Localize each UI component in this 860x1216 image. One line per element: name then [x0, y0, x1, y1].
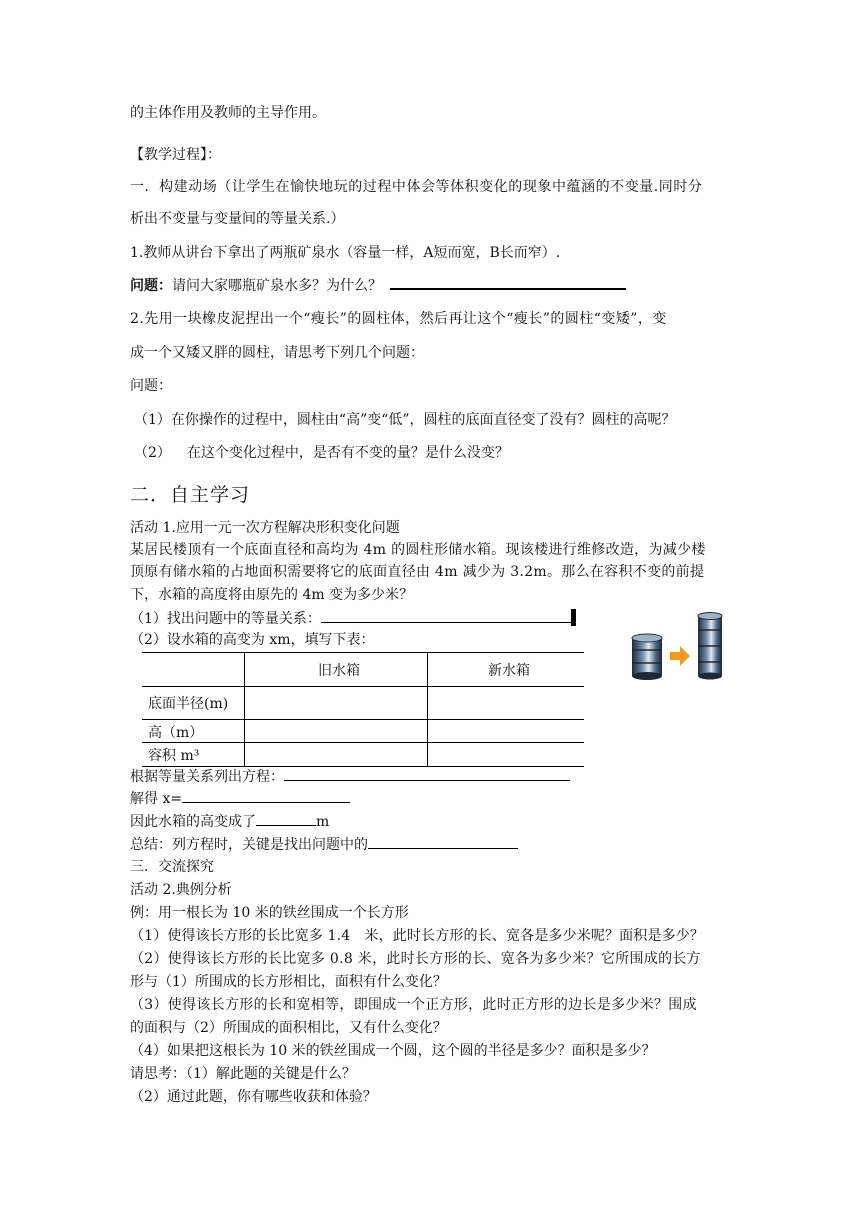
question1-text: 请问大家哪瓶矿泉水多？为什么？ [172, 278, 382, 294]
example-item4: （4）如果把这根长为 10 米的铁丝围成一个圆，这个圆的半径是多少？面积是多少？ [130, 1043, 656, 1059]
table-cell-input[interactable] [245, 687, 428, 720]
table-row-label: 高（m） [142, 720, 245, 743]
question1-label: 问题： [130, 278, 172, 294]
table-cell-input[interactable] [428, 743, 585, 767]
intro-tail-text: 的主体作用及教师的主导作用。 [130, 105, 326, 121]
question2-item2-number: （2） [134, 445, 171, 461]
equation-blank[interactable] [284, 780, 570, 781]
example-item2-line2: 形与（1）所围成的长方形相比，面积有什么变化？ [130, 974, 447, 990]
table-row [142, 720, 584, 743]
step1-line [130, 609, 576, 628]
step2-text: （2）设水箱的高变为 xm，填写下表： [130, 632, 375, 648]
section3-heading: 三．交流探究 [130, 859, 214, 875]
example-item1: （1）使得该长方形的长比宽多 1.4 米，此时长方形的长、宽各是多少米呢？面积是多少？ [130, 928, 705, 944]
short-barrel-icon [632, 634, 662, 680]
table-cell-input[interactable] [428, 720, 585, 743]
solution-blank[interactable] [182, 802, 350, 803]
example-item3-line1: （3）使得该长方形的长和宽相等，即围成一个正方形，此时正方形的边长是多少米？围成 [130, 997, 697, 1013]
tank-table [142, 652, 584, 767]
section2-heading: 二．自主学习 [130, 484, 251, 506]
table-cell-input[interactable] [428, 687, 585, 720]
problem-line2: 顶原有储水箱的占地面积需要将它的底面直径由 4m 减少为 3.2m。那么在容积不变的前提 [130, 564, 705, 580]
question2-item1: （1）在你操作的过程中，圆柱由“高”变“低”，圆柱的底面直径变了没有？圆柱的高呢？ [134, 412, 676, 428]
summary-blank[interactable] [368, 848, 518, 849]
question2-label: 问题： [130, 378, 172, 394]
section1-line1: 一．构建动场（让学生在愉快地玩的过程中体会等体积变化的现象中蕴涵的不变量.同时分 [130, 179, 703, 195]
text-cursor-bar [571, 609, 576, 626]
summary-line [130, 836, 518, 854]
solve-line [130, 790, 350, 808]
answer-blank-1[interactable] [390, 288, 626, 290]
result-prefix: 因此水箱的高变成了 [130, 814, 256, 830]
table-cell-input[interactable] [245, 720, 428, 743]
problem-line1: 某居民楼顶有一个底面直径和高均为 4m 的圆柱形储水箱。现该楼进行维修改造，为减少楼 [130, 542, 706, 558]
think-question2: （2）通过此题，你有哪些收获和体验？ [130, 1089, 377, 1105]
example-item3-line2: 的面积与（2）所围成的面积相比，又有什么变化？ [130, 1020, 447, 1036]
think-question1: 请思考：（1）解此题的关键是什么？ [130, 1066, 356, 1082]
tall-barrel-icon [698, 613, 722, 680]
table-cell-input[interactable] [245, 743, 428, 767]
item1-text: 1.教师从讲台下拿出了两瓶矿泉水（容量一样，A短而宽，B长而窄）. [130, 245, 561, 261]
arrow-right-icon [670, 646, 690, 666]
question2-item2 [134, 444, 509, 462]
equation-line [130, 768, 570, 786]
table-row-label: 底面半径(m) [142, 687, 245, 720]
table-row [142, 743, 584, 767]
result-unit: m [316, 814, 330, 830]
process-heading: 【教学过程】： [130, 147, 221, 163]
table-header-row [142, 653, 584, 687]
barrel-transform-image [626, 600, 730, 684]
solve-prompt: 解得 x= [130, 791, 183, 807]
height-blank[interactable] [256, 825, 316, 826]
table-header-cell: 新水箱 [428, 653, 585, 687]
result-line [130, 813, 329, 831]
question2-item2-text: 在这个变化过程中，是否有不变的量？是什么没变？ [186, 445, 509, 461]
problem-line3: 下，水箱的高度将由原先的 4m 变为多少米？ [130, 587, 414, 603]
table-row [142, 687, 584, 720]
example-item2-line1: （2）使得该长方形的长比宽多 0.8 米，此时长方形的长、宽各为多少米？它所围成的长方 [130, 951, 701, 967]
equivalence-blank[interactable] [321, 622, 571, 623]
item2-line1: 2.先用一块橡皮泥捏出一个“瘦长”的圆柱体，然后再让这个“瘦长”的圆柱“变矮”，变 [130, 311, 667, 327]
table-header-cell [142, 653, 245, 687]
item2-line2: 成一个又矮又胖的圆柱，请思考下列几个问题： [130, 345, 424, 361]
activity2-title: 活动 2.典例分析 [130, 882, 232, 898]
step1-text: （1）找出问题中的等量关系： [130, 611, 321, 627]
section1-line2: 析出不变量与变量间的等量关系.） [130, 211, 345, 227]
activity1-title: 活动 1.应用一元一次方程解决形积变化问题 [130, 520, 400, 536]
table-header-cell: 旧水箱 [245, 653, 428, 687]
question1-line [130, 277, 626, 295]
summary-text: 总结：列方程时，关键是找出问题中的 [130, 837, 368, 853]
equation-prompt: 根据等量关系列出方程： [130, 769, 284, 785]
example-text: 例：用一根长为 10 米的铁丝围成一个长方形 [130, 905, 409, 921]
table-row-label: 容积 m³ [142, 743, 245, 767]
